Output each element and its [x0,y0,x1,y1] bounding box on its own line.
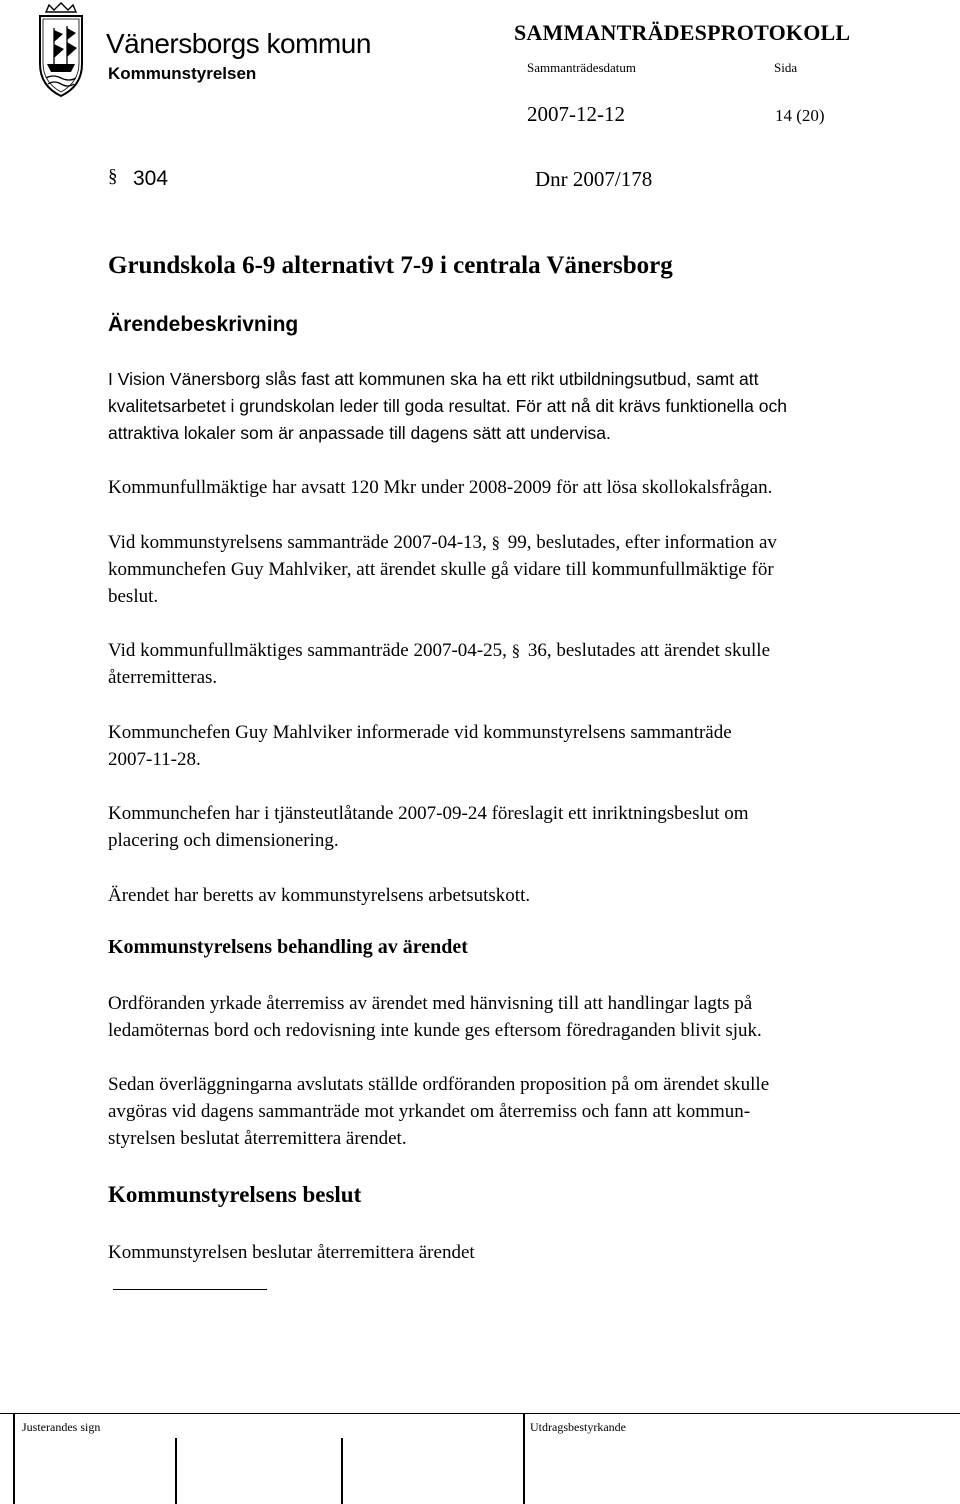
text-line: kvalitetsarbetet i grundskolan leder till goda resultat. För att nå dit krävs funktionella och [108,396,787,416]
section-sign: § [108,166,118,187]
decision-heading: Kommunstyrelsens beslut [108,1182,362,1207]
extract-verification-label: Utdragsbestyrkande [530,1420,626,1434]
coat-of-arms-icon [36,2,86,98]
meeting-date: 2007-12-12 [527,102,625,126]
case-title: Grundskola 6-9 alternativt 7-9 i centrala Vänersborg [108,252,673,279]
signature-box-divider [13,1414,15,1504]
end-divider [113,1289,267,1290]
description-paragraph-4 [108,637,770,691]
handling-paragraph-1 [108,990,762,1044]
description-paragraph-1 [108,366,787,447]
text-line: Kommunchefen Guy Mahlviker informerade vid kommunstyrelsens sammanträde [108,722,732,743]
text-line: styrelsen beslutat återremittera ärendet. [108,1128,407,1149]
page-label: Sida [774,60,798,75]
text-line: Sedan överläggningarna avslutats ställde ordföranden proposition på om ärendet skulle [108,1074,770,1095]
organization-name: Vänersborgs kommun [106,28,371,59]
footer-divider [0,1413,960,1414]
text-line: Kommunfullmäktige har avsatt 120 Mkr under 2008-2009 för att lösa skollokalsfrågan. [108,477,773,498]
text-line: kommunchefen Guy Mahlviker, att ärendet skulle gå vidare till kommunfullmäktige för [108,559,774,580]
description-paragraph-5 [108,719,732,773]
section-sign: § [511,641,521,660]
page-number: 14 (20) [775,106,825,125]
text-segment: Vid kommunfullmäktiges sammanträde 2007-04-25, [108,640,507,661]
text-line: attraktiva lokaler som är anpassade till dagens sätt att undervisa. [108,423,611,443]
handling-heading: Kommunstyrelsens behandling av ärendet [108,936,468,958]
meeting-date-label: Sammanträdesdatum [527,60,637,75]
text-line: Kommunstyrelsen beslutar återremittera ärendet [108,1242,475,1263]
text-segment: 99, beslutades, efter information av [507,532,777,553]
handling-paragraph-2 [108,1071,769,1152]
text-line: återremitteras. [108,667,218,688]
text-line: Kommunchefen har i tjänsteutlåtande 2007-09-24 föreslagit ett inriktningsbeslut om [108,803,749,824]
decision-text [108,1239,475,1266]
text-segment: Vid kommunstyrelsens sammanträde 2007-04-13, [108,532,487,553]
description-heading: Ärendebeskrivning [108,313,299,336]
description-paragraph-3 [108,529,777,610]
signature-box-divider [523,1414,525,1504]
text-line: Ärendet har beretts av kommunstyrelsens arbetsutskott. [108,885,531,906]
signature-label: Justerandes sign [22,1420,101,1434]
registration-number: Dnr 2007/178 [535,167,653,191]
signature-box-divider [341,1438,343,1504]
text-segment: 36, beslutades att ärendet skulle [527,640,771,661]
case-number: 304 [133,167,169,190]
signature-box-divider [175,1438,177,1504]
description-paragraph-6 [108,800,749,854]
description-paragraph-7 [108,882,530,909]
text-line: beslut. [108,586,159,607]
text-line [108,529,777,556]
text-line: avgöras vid dagens sammanträde mot yrkandet om återremiss och fann att kommun- [108,1101,751,1122]
document-title: SAMMANTRÄDESPROTOKOLL [514,20,851,45]
text-line: placering och dimensionering. [108,830,339,851]
text-line [108,637,770,664]
text-line: I Vision Vänersborg slås fast att kommunen ska ha ett rikt utbildningsutbud, samt att [108,369,759,389]
organization-unit: Kommunstyrelsen [108,64,257,83]
text-line: 2007-11-28. [108,749,201,770]
text-line: ledamöternas bord och redovisning inte kunde ges eftersom föredraganden blivit sjuk. [108,1020,762,1041]
text-line: Ordföranden yrkade återremiss av ärendet med hänvisning till att handlingar lagts på [108,993,753,1014]
section-sign: § [491,533,501,552]
description-paragraph-2 [108,474,772,501]
